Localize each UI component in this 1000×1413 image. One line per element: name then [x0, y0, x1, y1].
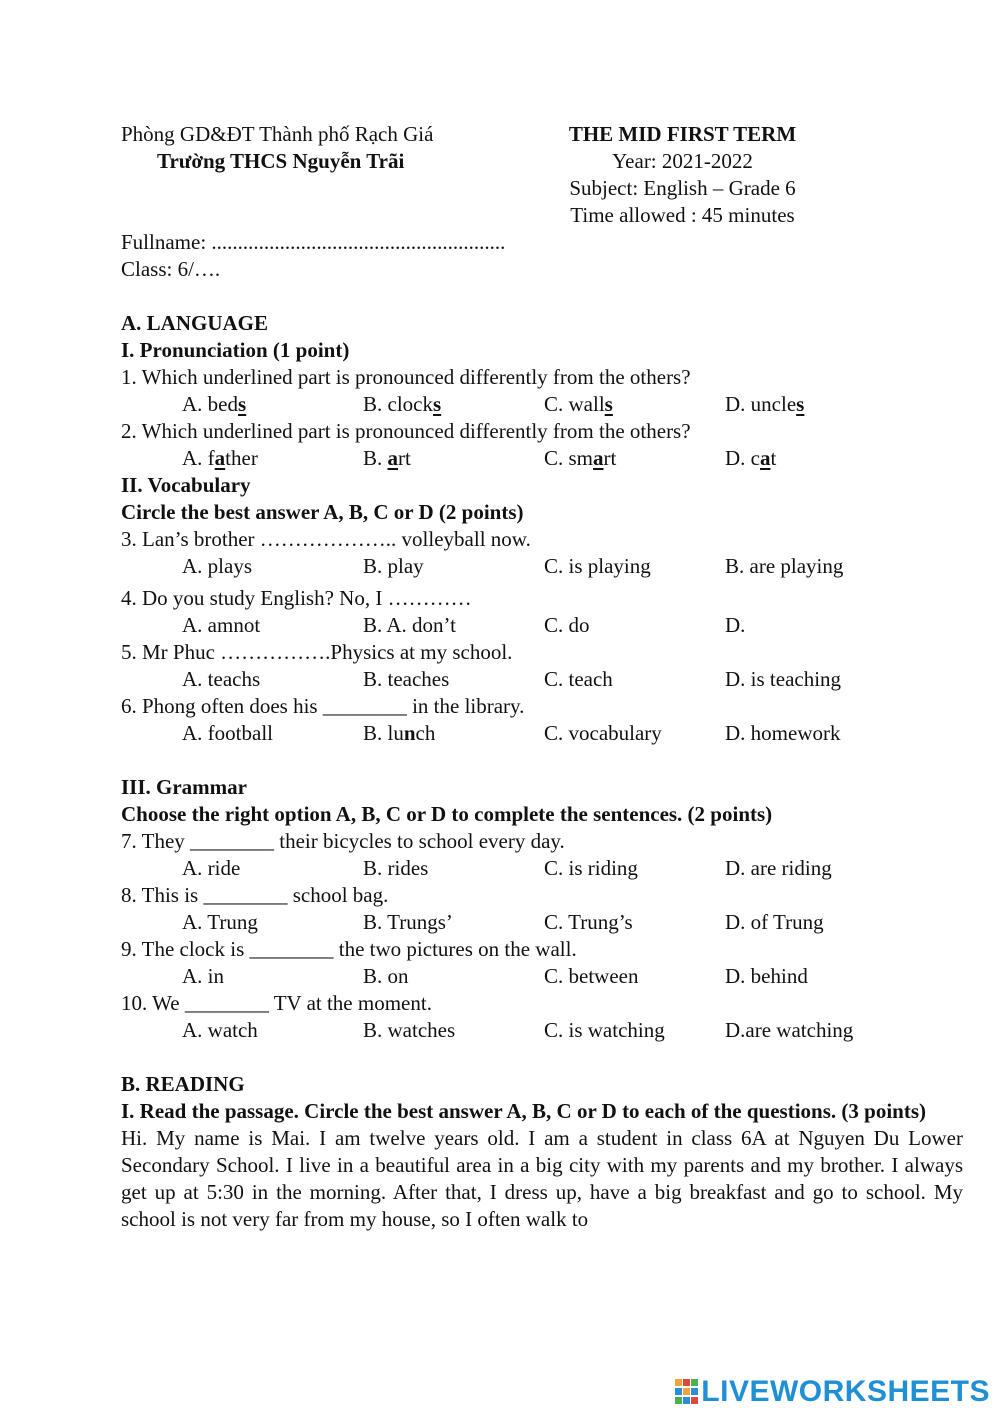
q4-option-b[interactable]: B. A. don’t — [363, 613, 456, 637]
q1-option-d[interactable]: D. uncles — [725, 392, 805, 416]
q7-option-c[interactable]: C. is riding — [544, 856, 638, 880]
q6-option-c[interactable]: C. vocabulary — [544, 721, 662, 745]
vocabulary-instruction: Circle the best answer A, B, C or D (2 points) — [121, 500, 524, 524]
question-3-options — [121, 553, 963, 580]
exam-title: THE MID FIRST TERM — [568, 122, 797, 146]
question-8: 8. This is ________ school bag. — [121, 883, 389, 907]
q5-option-a[interactable]: A. teachs — [182, 667, 261, 691]
q7-option-d[interactable]: D. are riding — [725, 856, 832, 880]
grammar-title: III. Grammar — [121, 775, 247, 799]
q9-option-d[interactable]: D. behind — [725, 964, 808, 988]
q3-option-b[interactable]: B. play — [363, 554, 424, 578]
q6-option-b[interactable]: B. lunch — [363, 721, 436, 745]
question-9: 9. The clock is ________ the two pictures on the wall. — [121, 937, 577, 961]
department-name: Phòng GD&ĐT Thành phố Rạch Giá — [121, 122, 434, 146]
exam-year: Year: 2021-2022 — [612, 149, 753, 173]
q1-option-b[interactable]: B. clocks — [363, 392, 442, 416]
question-7-options — [121, 855, 963, 882]
question-6-options — [121, 720, 963, 747]
q1-option-c[interactable]: C. walls — [544, 392, 613, 416]
header-left — [121, 121, 541, 175]
q7-option-b[interactable]: B. rides — [363, 856, 429, 880]
vocabulary-title: II. Vocabulary — [121, 473, 251, 497]
class-field[interactable]: Class: 6/…. — [121, 257, 221, 281]
q7-option-a[interactable]: A. ride — [182, 856, 241, 880]
q9-option-b[interactable]: B. on — [363, 964, 409, 988]
q1-option-a[interactable]: A. beds — [182, 392, 247, 416]
q3-option-c[interactable]: C. is playing — [544, 554, 651, 578]
question-10: 10. We ________ TV at the moment. — [121, 991, 432, 1015]
q10-option-b[interactable]: B. watches — [363, 1018, 456, 1042]
question-5: 5. Mr Phuc …………….Physics at my school. — [121, 640, 513, 664]
q3-option-a[interactable]: A. plays — [182, 554, 252, 578]
q4-option-d[interactable]: D. — [725, 613, 746, 637]
question-2-options — [121, 445, 963, 472]
spacer — [121, 1044, 963, 1071]
fullname-field[interactable]: Fullname: ........................................................ — [121, 230, 506, 254]
exam-subject: Subject: English – Grade 6 — [569, 176, 796, 200]
q9-option-a[interactable]: A. in — [182, 964, 224, 988]
school-name: Trường THCS Nguyễn Trãi — [157, 149, 405, 173]
question-8-options — [121, 909, 963, 936]
question-4-options — [121, 612, 963, 639]
question-3: 3. Lan’s brother ……………….. volleyball now. — [121, 527, 531, 551]
reading-instruction: I. Read the passage. Circle the best answer A, B, C or D to each of the questions. (3 points) — [121, 1099, 926, 1123]
q5-option-b[interactable]: B. teaches — [363, 667, 450, 691]
question-9-options — [121, 963, 963, 990]
liveworksheets-logo-icon — [675, 1379, 699, 1405]
q10-option-a[interactable]: A. watch — [182, 1018, 258, 1042]
brand-name: LIVEWORKSHEETS — [701, 1375, 990, 1408]
q2-option-a[interactable]: A. father — [182, 446, 258, 470]
q3-option-d[interactable]: B. are playing — [725, 554, 844, 578]
q8-option-c[interactable]: C. Trung’s — [544, 910, 633, 934]
q9-option-c[interactable]: C. between — [544, 964, 639, 988]
q5-option-d[interactable]: D. is teaching — [725, 667, 842, 691]
question-1-options — [121, 391, 963, 418]
q10-option-d[interactable]: D.are watching — [725, 1018, 854, 1042]
reading-passage: Hi. My name is Mai. I am twelve years old. I am a student in class 6A at Nguyen Du Lower Secondary School. I live in a beautiful area in a big city with my parents and my brother. I always get up at 5:30 in the morning. After that, I dress up, have a big breakfast and go to school. My school is not very far from my house, so I often walk to — [121, 1126, 963, 1231]
question-10-options — [121, 1017, 963, 1044]
exam-body — [121, 310, 963, 1233]
student-info — [121, 229, 505, 283]
q2-option-c[interactable]: C. smart — [544, 446, 617, 470]
q8-option-b[interactable]: B. Trungs’ — [363, 910, 453, 934]
question-4: 4. Do you study English? No, I ………… — [121, 586, 472, 610]
exam-time: Time allowed : 45 minutes — [570, 203, 795, 227]
question-1: 1. Which underlined part is pronounced differently from the others? — [121, 365, 691, 389]
section-a-title: A. LANGUAGE — [121, 311, 269, 335]
grammar-instruction: Choose the right option A, B, C or D to complete the sentences. (2 points) — [121, 802, 773, 826]
header-right — [540, 121, 825, 229]
q10-option-c[interactable]: C. is watching — [544, 1018, 665, 1042]
q8-option-d[interactable]: D. of Trung — [725, 910, 824, 934]
question-6: 6. Phong often does his ________ in the library. — [121, 694, 525, 718]
q5-option-c[interactable]: C. teach — [544, 667, 613, 691]
question-7: 7. They ________ their bicycles to school every day. — [121, 829, 565, 853]
q4-option-a[interactable]: A. amnot — [182, 613, 261, 637]
question-5-options — [121, 666, 963, 693]
section-b-title: B. READING — [121, 1072, 245, 1096]
spacer — [121, 747, 963, 774]
q8-option-a[interactable]: A. Trung — [182, 910, 258, 934]
q4-option-c[interactable]: C. do — [544, 613, 590, 637]
q6-option-a[interactable]: A. football — [182, 721, 273, 745]
question-2: 2. Which underlined part is pronounced differently from the others? — [121, 419, 691, 443]
liveworksheets-brand[interactable] — [675, 1375, 990, 1408]
q2-option-d[interactable]: D. cat — [725, 446, 777, 470]
pronunciation-title: I. Pronunciation (1 point) — [121, 338, 350, 362]
q2-option-b[interactable]: B. art — [363, 446, 411, 470]
q6-option-d[interactable]: D. homework — [725, 721, 841, 745]
